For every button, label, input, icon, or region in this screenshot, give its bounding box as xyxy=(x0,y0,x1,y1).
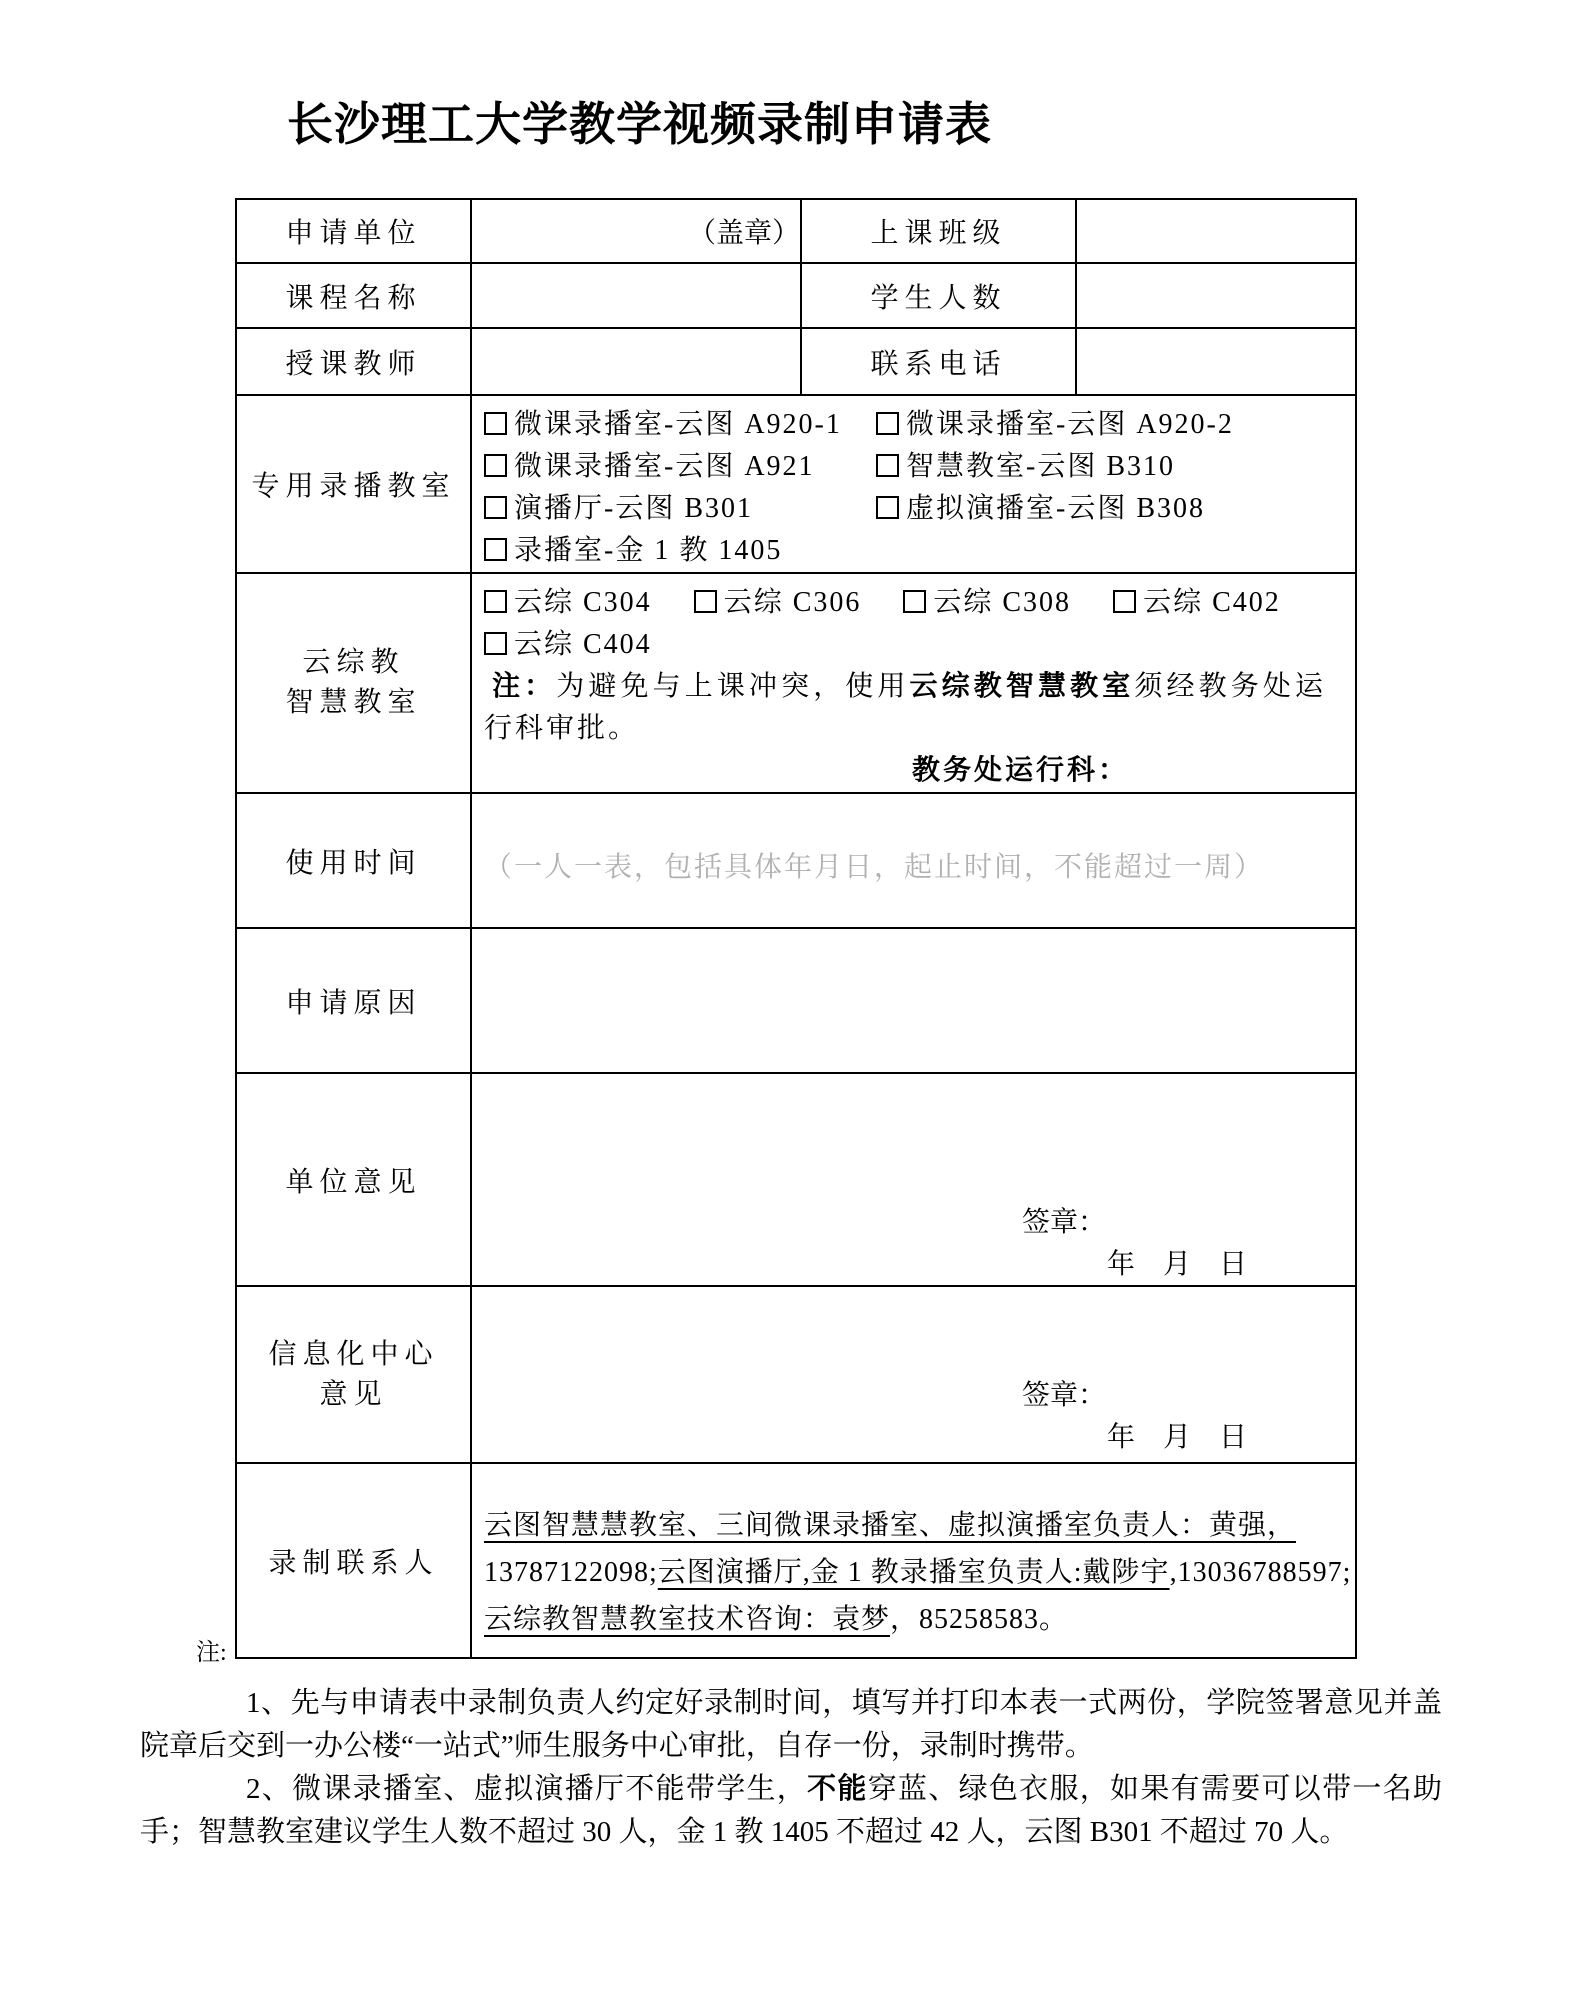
checkbox-option-b310[interactable] xyxy=(876,451,1175,482)
contact-line1-underlined: 云图智慧慧教室、三间微课录播室、虚拟演播室负责人：黄强， xyxy=(484,1510,1297,1541)
checkbox-label: 云综 C402 xyxy=(1143,587,1281,618)
phone-cell[interactable] xyxy=(1076,328,1356,395)
checkbox-icon[interactable] xyxy=(484,412,507,435)
checkbox-label: 微课录播室-云图 A920-1 xyxy=(514,409,842,440)
checkbox-option-a920-1[interactable] xyxy=(484,404,876,446)
application-form-table xyxy=(235,198,1357,1659)
form-title: 长沙理工大学教学视频录制申请表 xyxy=(287,98,992,150)
checkbox-label: 微课录播室-云图 A921 xyxy=(514,451,815,482)
checkbox-option-c308[interactable] xyxy=(903,587,1071,618)
center-label-line2: 意见 xyxy=(319,1378,388,1410)
field-label-applicant-unit: 申请单位 xyxy=(236,199,471,263)
center-sign-label: 签章： xyxy=(1022,1380,1107,1411)
checkbox-icon[interactable] xyxy=(484,538,507,561)
cloud-label-line2: 智慧教室 xyxy=(285,687,422,718)
dedicated-options-line3 xyxy=(472,488,1355,530)
contact-line3-plain: ，85258583。 xyxy=(890,1604,1069,1635)
checkbox-icon[interactable] xyxy=(484,496,507,519)
office-sign-label: 教务处运行科： xyxy=(912,755,1130,786)
checkbox-label: 云综 C304 xyxy=(514,587,652,618)
contact-cell xyxy=(471,1463,1356,1658)
table-row-usage-time xyxy=(236,793,1356,928)
checkbox-label: 演播厅-云图 B301 xyxy=(514,493,754,524)
checkbox-label: 微课录播室-云图 A920-2 xyxy=(906,409,1234,440)
checkbox-icon[interactable] xyxy=(484,632,507,655)
cloud-label-line1: 云综教 xyxy=(302,647,405,678)
checkbox-option-c404[interactable] xyxy=(484,629,652,660)
checkbox-icon[interactable] xyxy=(876,454,899,477)
field-label-class: 上课班级 xyxy=(801,199,1076,263)
center-date-label: 年 月 日 xyxy=(1107,1422,1248,1453)
unit-opinion-area xyxy=(472,1076,1355,1283)
checkbox-label: 云综 C308 xyxy=(933,587,1072,618)
table-row-unit-opinion xyxy=(236,1073,1356,1286)
notes-section xyxy=(140,1638,1442,1854)
checkbox-label: 虚拟演播室-云图 B308 xyxy=(906,493,1206,524)
field-label-contact: 录制联系人 xyxy=(236,1463,471,1658)
checkbox-label: 智慧教室-云图 B310 xyxy=(906,451,1176,482)
student-count-cell[interactable] xyxy=(1076,263,1356,328)
checkbox-icon[interactable] xyxy=(694,590,717,613)
cloud-classrooms-cell xyxy=(471,573,1356,793)
checkbox-option-c304[interactable] xyxy=(484,587,652,618)
checkbox-option-b308[interactable] xyxy=(876,493,1205,524)
checkbox-icon[interactable] xyxy=(903,590,926,613)
contact-line3 xyxy=(484,1596,1343,1643)
seal-hint: （盖章） xyxy=(687,218,800,249)
usage-placeholder: （一人一表，包括具体年月日，起止时间，不能超过一周） xyxy=(484,851,1265,883)
table-row-applicant xyxy=(236,199,1356,263)
usage-time-cell[interactable] xyxy=(471,793,1356,928)
contact-line3-underlined: 云综教智慧教室技术咨询：袁梦 xyxy=(484,1604,891,1635)
field-label-usage-time: 使用时间 xyxy=(236,793,471,928)
contact-info xyxy=(472,1478,1355,1643)
checkbox-option-a920-2[interactable] xyxy=(876,409,1234,440)
note-item-2 xyxy=(140,1768,1442,1854)
contact-line2-plain1: 13787122098; xyxy=(484,1557,658,1588)
note-seg1: 为避免与上课冲突，使用 xyxy=(556,671,910,702)
checkbox-label: 云综 C306 xyxy=(723,587,862,618)
center-opinion-area xyxy=(472,1289,1355,1460)
checkbox-option-c402[interactable] xyxy=(1113,587,1281,618)
unit-opinion-cell[interactable] xyxy=(471,1073,1356,1286)
field-label-teacher: 授课教师 xyxy=(236,328,471,395)
field-label-course-name: 课程名称 xyxy=(236,263,471,328)
note-prefix: 注： xyxy=(492,671,557,702)
table-row-contact xyxy=(236,1463,1356,1658)
checkbox-option-b301[interactable] xyxy=(484,488,876,530)
class-cell[interactable] xyxy=(1076,199,1356,263)
table-row-dedicated-rooms xyxy=(236,395,1356,573)
dedicated-options-line4 xyxy=(472,530,1355,572)
table-row-course xyxy=(236,263,1356,328)
center-opinion-cell[interactable] xyxy=(471,1286,1356,1463)
checkbox-label: 云综 C404 xyxy=(514,629,652,660)
reason-cell[interactable] xyxy=(471,928,1356,1073)
field-label-cloud-classrooms xyxy=(236,573,471,793)
note2-seg1: 2、微课录播室、虚拟演播厅不能带学生， xyxy=(246,1773,808,1805)
table-row-reason xyxy=(236,928,1356,1073)
applicant-unit-cell[interactable] xyxy=(471,199,801,263)
field-label-phone: 联系电话 xyxy=(801,328,1076,395)
cloud-options-line2 xyxy=(472,624,1355,666)
contact-line2-underlined: 云图演播厅,金 1 教录播室负责人:戴陟宇 xyxy=(657,1557,1170,1588)
note2-seg2: 穿蓝、绿色衣服，如果有需要可以带一名助手；智慧教室建议学生人数不超过 30 人，金 1 教 1405 不超过 42 人，云图 B301 不超过 70 人。 xyxy=(140,1773,1442,1848)
contact-line2 xyxy=(484,1549,1352,1596)
field-label-dedicated-rooms: 专用录播教室 xyxy=(236,395,471,573)
checkbox-option-c306[interactable] xyxy=(694,587,862,618)
field-label-center-opinion xyxy=(236,1286,471,1463)
checkbox-icon[interactable] xyxy=(876,496,899,519)
checkbox-icon[interactable] xyxy=(876,412,899,435)
cloud-note xyxy=(472,666,1326,750)
unit-date-label: 年 月 日 xyxy=(1107,1249,1248,1280)
checkbox-label: 录播室-金 1 教 1405 xyxy=(514,535,783,566)
checkbox-icon[interactable] xyxy=(484,590,507,613)
note-item-1: 1、先与申请表中录制负责人约定好录制时间，填写并打印本表一式两份，学院签署意见并盖院章后交到一办公楼“一站式”师生服务中心审批，自存一份，录制时携带。 xyxy=(140,1687,1442,1762)
contact-line2-plain2: ,13036788597; xyxy=(1169,1557,1352,1588)
note-bold: 云综教智慧教室 xyxy=(909,671,1135,702)
field-label-unit-opinion: 单位意见 xyxy=(236,1073,471,1286)
contact-line1 xyxy=(484,1502,1343,1549)
checkbox-option-jin1-1405[interactable] xyxy=(484,535,782,566)
table-row-center-opinion xyxy=(236,1286,1356,1463)
course-name-cell[interactable] xyxy=(471,263,801,328)
center-label-line1: 信息化中心 xyxy=(268,1338,439,1370)
field-label-reason: 申请原因 xyxy=(236,928,471,1073)
dedicated-rooms-cell xyxy=(471,395,1356,573)
checkbox-icon[interactable] xyxy=(1113,590,1136,613)
checkbox-icon[interactable] xyxy=(484,454,507,477)
cloud-options-line1 xyxy=(472,574,1355,624)
notes-heading: 注: xyxy=(196,1640,227,1666)
field-label-student-count: 学生人数 xyxy=(801,263,1076,328)
teacher-cell[interactable] xyxy=(471,328,801,395)
unit-sign-label: 签章： xyxy=(1022,1207,1107,1238)
table-row-cloud-classrooms xyxy=(236,573,1356,793)
table-row-teacher xyxy=(236,328,1356,395)
dedicated-options-line2 xyxy=(472,446,1355,488)
checkbox-option-a921[interactable] xyxy=(484,446,876,488)
note-seg2: 须经教务处运行科审批。 xyxy=(484,671,1326,744)
note2-bold: 不能 xyxy=(807,1773,868,1805)
dedicated-options-line1 xyxy=(472,396,1355,446)
